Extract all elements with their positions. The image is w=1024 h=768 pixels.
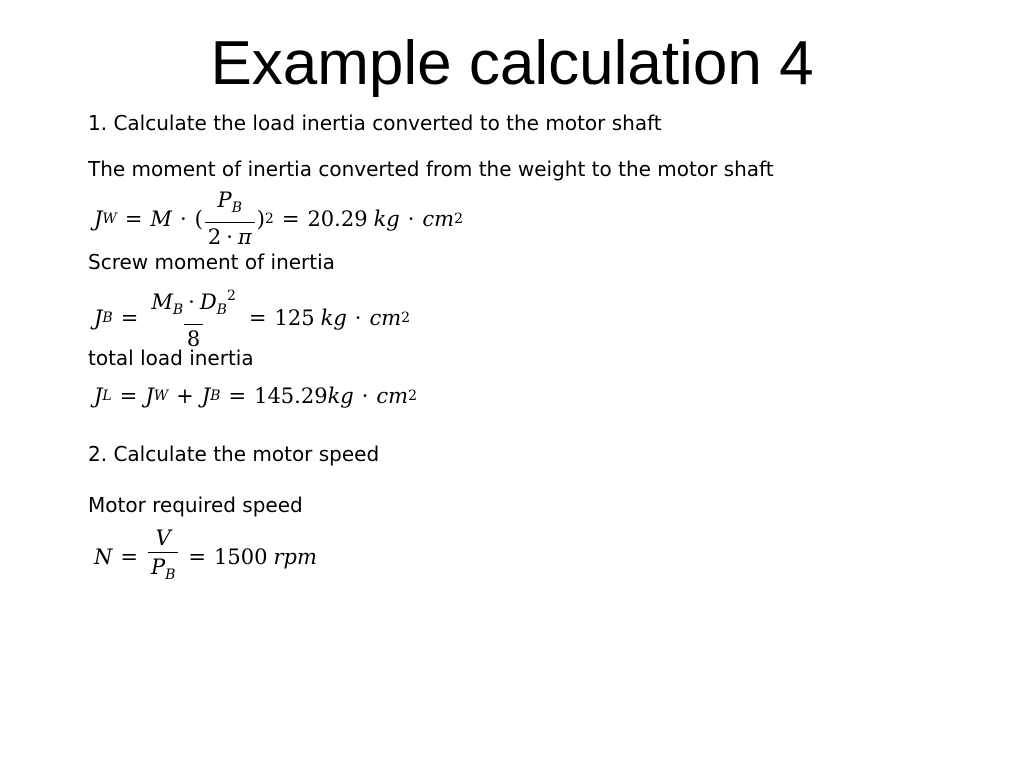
step1-heading: 1. Calculate the load inertia converted to the motor shaft	[88, 111, 662, 135]
step2-heading: 2. Calculate the motor speed	[88, 442, 380, 466]
motor-speed-label: Motor required speed	[88, 493, 303, 517]
jb-value: 125	[274, 305, 315, 330]
total-inertia-label: total load inertia	[88, 346, 254, 370]
slide-title: Example calculation 4	[210, 29, 814, 98]
fraction-mbdb2-over-8: $\frac{M_B \cdot D_B^2}{8}$	[151, 288, 236, 351]
weight-inertia-label: The moment of inertia converted from the weight to the motor shaft	[88, 157, 774, 181]
equation-n: N = $\frac{V}{P_B}$ = 1500 rpm	[94, 526, 317, 587]
fraction-v-over-pb: $\frac{V}{P_B}$	[148, 526, 178, 587]
jw-value: 20.29	[307, 206, 368, 231]
fraction-pb-over-2pi: $\frac{P_B}{2 \cdot \pi}$	[205, 188, 255, 249]
equation-jl: J L = J W + J B = 145.29 kg · cm 2	[94, 384, 418, 408]
equation-jw: J W = M · ( $\frac{P_B}{2 \cdot \pi}$ ) 2 = 20.29 kg · cm 2	[94, 188, 464, 249]
screw-inertia-label: Screw moment of inertia	[88, 250, 335, 274]
n-value: 1500	[214, 544, 268, 569]
equation-jb: J B = $\frac{M_B \cdot D_B^2}{8}$ = 125 kg · cm 2	[94, 284, 410, 351]
jl-value: 145.29	[254, 384, 328, 408]
